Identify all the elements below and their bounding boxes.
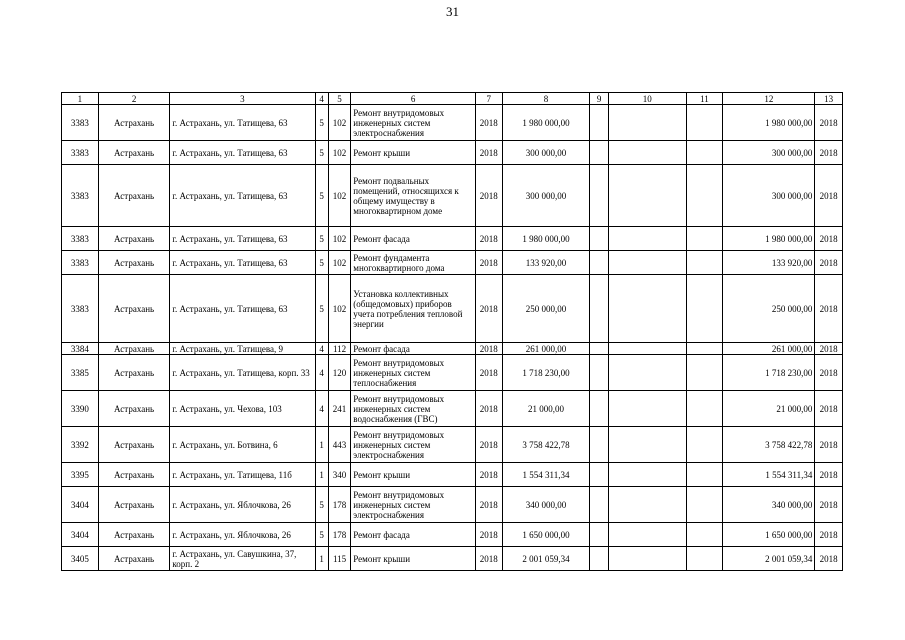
column-header: 11	[686, 93, 723, 105]
cell-year: 2018	[475, 275, 502, 343]
cell-col11	[686, 227, 723, 251]
cell-col9	[590, 355, 608, 391]
cell-floors: 1	[315, 427, 328, 463]
cell-col9	[590, 343, 608, 355]
cell-end-year: 2018	[815, 343, 843, 355]
cell-total: 340 000,00	[723, 487, 815, 523]
cell-col10	[608, 141, 686, 165]
cell-col10	[608, 463, 686, 487]
cell-floors: 5	[315, 227, 328, 251]
cell-col10	[608, 355, 686, 391]
cell-end-year: 2018	[815, 251, 843, 275]
cell-year: 2018	[475, 463, 502, 487]
cell-amount: 1 980 000,00	[502, 227, 590, 251]
cell-col9	[590, 427, 608, 463]
cell-apartments: 115	[328, 547, 350, 571]
cell-end-year: 2018	[815, 391, 843, 427]
cell-address: г. Астрахань, ул. Татищева, 63	[170, 275, 315, 343]
cell-col11	[686, 427, 723, 463]
cell-amount: 3 758 422,78	[502, 427, 590, 463]
cell-work-type: Ремонт крыши	[351, 463, 476, 487]
cell-total: 21 000,00	[723, 391, 815, 427]
cell-apartments: 241	[328, 391, 350, 427]
cell-id: 3383	[62, 227, 99, 251]
cell-apartments: 120	[328, 355, 350, 391]
cell-amount: 21 000,00	[502, 391, 590, 427]
cell-city: Астрахань	[98, 251, 170, 275]
cell-floors: 4	[315, 391, 328, 427]
cell-total: 133 920,00	[723, 251, 815, 275]
cell-col10	[608, 275, 686, 343]
cell-apartments: 178	[328, 487, 350, 523]
cell-id: 3404	[62, 487, 99, 523]
table-row	[62, 487, 843, 523]
table-row	[62, 227, 843, 251]
cell-col9	[590, 275, 608, 343]
cell-col10	[608, 343, 686, 355]
cell-col11	[686, 165, 723, 227]
cell-id: 3385	[62, 355, 99, 391]
cell-end-year: 2018	[815, 355, 843, 391]
cell-id: 3383	[62, 141, 99, 165]
cell-col10	[608, 427, 686, 463]
cell-work-type: Ремонт фасада	[351, 343, 476, 355]
cell-year: 2018	[475, 343, 502, 355]
column-header: 6	[351, 93, 476, 105]
cell-amount: 1 718 230,00	[502, 355, 590, 391]
cell-col11	[686, 355, 723, 391]
cell-end-year: 2018	[815, 487, 843, 523]
cell-year: 2018	[475, 391, 502, 427]
cell-amount: 1 650 000,00	[502, 523, 590, 547]
cell-amount: 133 920,00	[502, 251, 590, 275]
cell-id: 3383	[62, 275, 99, 343]
cell-floors: 4	[315, 343, 328, 355]
cell-work-type: Ремонт крыши	[351, 547, 476, 571]
cell-work-type: Ремонт фундамента многоквартирного дома	[351, 251, 476, 275]
cell-address: г. Астрахань, ул. Чехова, 103	[170, 391, 315, 427]
cell-work-type: Ремонт внутридомовых инженерных систем электроснабжения	[351, 487, 476, 523]
cell-total: 1 980 000,00	[723, 227, 815, 251]
cell-work-type: Ремонт крыши	[351, 141, 476, 165]
column-header: 10	[608, 93, 686, 105]
cell-end-year: 2018	[815, 141, 843, 165]
cell-address: г. Астрахань, ул. Татищева, 63	[170, 105, 315, 141]
cell-total: 2 001 059,34	[723, 547, 815, 571]
cell-floors: 5	[315, 141, 328, 165]
cell-end-year: 2018	[815, 427, 843, 463]
cell-col11	[686, 105, 723, 141]
cell-city: Астрахань	[98, 141, 170, 165]
cell-id: 3390	[62, 391, 99, 427]
table-row	[62, 523, 843, 547]
cell-floors: 5	[315, 251, 328, 275]
cell-address: г. Астрахань, ул. Яблочкова, 26	[170, 487, 315, 523]
table-row	[62, 141, 843, 165]
cell-year: 2018	[475, 251, 502, 275]
cell-total: 300 000,00	[723, 141, 815, 165]
cell-col9	[590, 463, 608, 487]
cell-apartments: 112	[328, 343, 350, 355]
page-number: 31	[446, 4, 459, 19]
cell-apartments: 102	[328, 141, 350, 165]
cell-col9	[590, 227, 608, 251]
cell-work-type: Ремонт фасада	[351, 523, 476, 547]
cell-col11	[686, 547, 723, 571]
cell-city: Астрахань	[98, 343, 170, 355]
cell-city: Астрахань	[98, 391, 170, 427]
cell-apartments: 178	[328, 523, 350, 547]
cell-end-year: 2018	[815, 523, 843, 547]
cell-total: 3 758 422,78	[723, 427, 815, 463]
cell-city: Астрахань	[98, 547, 170, 571]
cell-total: 300 000,00	[723, 165, 815, 227]
column-header: 3	[170, 93, 315, 105]
cell-amount: 300 000,00	[502, 141, 590, 165]
cell-col11	[686, 141, 723, 165]
cell-amount: 1 554 311,34	[502, 463, 590, 487]
cell-end-year: 2018	[815, 165, 843, 227]
cell-amount: 1 980 000,00	[502, 105, 590, 141]
cell-amount: 261 000,00	[502, 343, 590, 355]
cell-col9	[590, 165, 608, 227]
column-header: 5	[328, 93, 350, 105]
cell-col10	[608, 105, 686, 141]
cell-end-year: 2018	[815, 547, 843, 571]
column-header: 8	[502, 93, 590, 105]
cell-id: 3383	[62, 165, 99, 227]
cell-year: 2018	[475, 227, 502, 251]
cell-year: 2018	[475, 105, 502, 141]
cell-col11	[686, 343, 723, 355]
column-number-row	[62, 93, 843, 105]
cell-floors: 1	[315, 547, 328, 571]
cell-id: 3392	[62, 427, 99, 463]
cell-col9	[590, 251, 608, 275]
cell-id: 3383	[62, 251, 99, 275]
table-body	[62, 105, 843, 571]
cell-floors: 1	[315, 463, 328, 487]
cell-floors: 5	[315, 523, 328, 547]
column-header: 9	[590, 93, 608, 105]
cell-col10	[608, 547, 686, 571]
cell-col9	[590, 547, 608, 571]
cell-work-type: Установка коллективных (общедомовых) приборов учета потребления тепловой энергии	[351, 275, 476, 343]
cell-total: 250 000,00	[723, 275, 815, 343]
cell-col10	[608, 227, 686, 251]
column-header: 12	[723, 93, 815, 105]
cell-col11	[686, 251, 723, 275]
cell-floors: 5	[315, 105, 328, 141]
cell-work-type: Ремонт внутридомовых инженерных систем водоснабжения (ГВС)	[351, 391, 476, 427]
cell-work-type: Ремонт внутридомовых инженерных систем теплоснабжения	[351, 355, 476, 391]
cell-end-year: 2018	[815, 227, 843, 251]
table-row	[62, 343, 843, 355]
cell-year: 2018	[475, 427, 502, 463]
cell-address: г. Астрахань, ул. Савушкина, 37, корп. 2	[170, 547, 315, 571]
cell-col11	[686, 463, 723, 487]
cell-apartments: 443	[328, 427, 350, 463]
cell-work-type: Ремонт подвальных помещений, относящихся к общему имуществу в многоквартирном доме	[351, 165, 476, 227]
cell-col9	[590, 141, 608, 165]
cell-col11	[686, 391, 723, 427]
cell-id: 3395	[62, 463, 99, 487]
cell-year: 2018	[475, 523, 502, 547]
cell-address: г. Астрахань, ул. Татищева, корп. 33	[170, 355, 315, 391]
cell-address: г. Астрахань, ул. Татищева, 63	[170, 165, 315, 227]
column-header: 4	[315, 93, 328, 105]
cell-address: г. Астрахань, ул. Татищева, 63	[170, 141, 315, 165]
table-row	[62, 251, 843, 275]
cell-year: 2018	[475, 355, 502, 391]
cell-floors: 5	[315, 487, 328, 523]
cell-city: Астрахань	[98, 105, 170, 141]
column-header: 13	[815, 93, 843, 105]
cell-address: г. Астрахань, ул. Татищева, 11б	[170, 463, 315, 487]
cell-col10	[608, 165, 686, 227]
cell-amount: 340 000,00	[502, 487, 590, 523]
cell-total: 1 554 311,34	[723, 463, 815, 487]
cell-col10	[608, 523, 686, 547]
cell-city: Астрахань	[98, 165, 170, 227]
cell-col9	[590, 391, 608, 427]
cell-floors: 5	[315, 275, 328, 343]
column-header: 2	[98, 93, 170, 105]
cell-apartments: 102	[328, 105, 350, 141]
cell-address: г. Астрахань, ул. Яблочкова, 26	[170, 523, 315, 547]
cell-amount: 250 000,00	[502, 275, 590, 343]
cell-amount: 300 000,00	[502, 165, 590, 227]
cell-total: 261 000,00	[723, 343, 815, 355]
cell-end-year: 2018	[815, 463, 843, 487]
cell-address: г. Астрахань, ул. Татищева, 9	[170, 343, 315, 355]
cell-apartments: 102	[328, 227, 350, 251]
repair-program-table	[61, 92, 843, 571]
table-row	[62, 165, 843, 227]
column-header: 7	[475, 93, 502, 105]
table-row	[62, 355, 843, 391]
cell-work-type: Ремонт внутридомовых инженерных систем электроснабжения	[351, 105, 476, 141]
cell-total: 1 718 230,00	[723, 355, 815, 391]
cell-address: г. Астрахань, ул. Татищева, 63	[170, 227, 315, 251]
cell-year: 2018	[475, 487, 502, 523]
cell-work-type: Ремонт внутридомовых инженерных систем электроснабжения	[351, 427, 476, 463]
cell-total: 1 980 000,00	[723, 105, 815, 141]
cell-floors: 4	[315, 355, 328, 391]
cell-col11	[686, 487, 723, 523]
table-row	[62, 427, 843, 463]
cell-end-year: 2018	[815, 275, 843, 343]
cell-address: г. Астрахань, ул. Татищева, 63	[170, 251, 315, 275]
table-row	[62, 463, 843, 487]
cell-id: 3404	[62, 523, 99, 547]
cell-end-year: 2018	[815, 105, 843, 141]
cell-id: 3405	[62, 547, 99, 571]
cell-apartments: 102	[328, 251, 350, 275]
cell-col11	[686, 523, 723, 547]
cell-year: 2018	[475, 165, 502, 227]
cell-address: г. Астрахань, ул. Ботвина, 6	[170, 427, 315, 463]
cell-year: 2018	[475, 141, 502, 165]
cell-col10	[608, 487, 686, 523]
cell-col11	[686, 275, 723, 343]
cell-col10	[608, 391, 686, 427]
cell-city: Астрахань	[98, 355, 170, 391]
cell-total: 1 650 000,00	[723, 523, 815, 547]
cell-city: Астрахань	[98, 463, 170, 487]
cell-city: Астрахань	[98, 523, 170, 547]
cell-apartments: 102	[328, 165, 350, 227]
column-header: 1	[62, 93, 99, 105]
cell-apartments: 102	[328, 275, 350, 343]
cell-apartments: 340	[328, 463, 350, 487]
cell-city: Астрахань	[98, 427, 170, 463]
table-row	[62, 105, 843, 141]
table-row	[62, 547, 843, 571]
table-row	[62, 275, 843, 343]
cell-col9	[590, 523, 608, 547]
cell-city: Астрахань	[98, 275, 170, 343]
table-row	[62, 391, 843, 427]
cell-work-type: Ремонт фасада	[351, 227, 476, 251]
cell-city: Астрахань	[98, 487, 170, 523]
cell-col9	[590, 105, 608, 141]
cell-year: 2018	[475, 547, 502, 571]
cell-city: Астрахань	[98, 227, 170, 251]
cell-id: 3383	[62, 105, 99, 141]
cell-id: 3384	[62, 343, 99, 355]
cell-col10	[608, 251, 686, 275]
cell-amount: 2 001 059,34	[502, 547, 590, 571]
cell-col9	[590, 487, 608, 523]
cell-floors: 5	[315, 165, 328, 227]
